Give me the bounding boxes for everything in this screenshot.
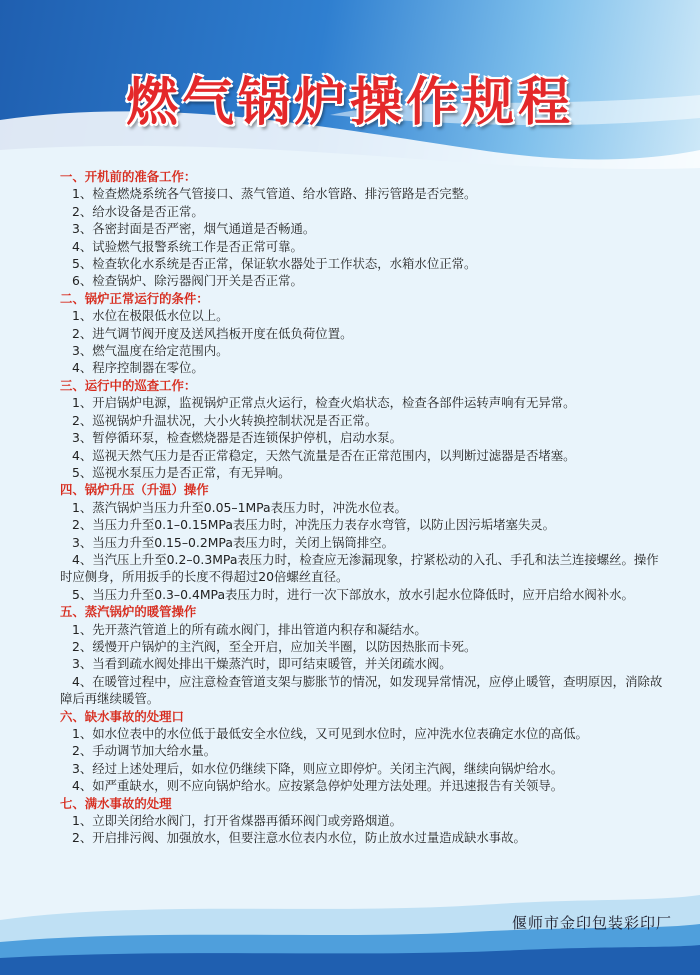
- footer-company: 偃师市金印包装彩印厂: [511, 914, 672, 932]
- section-3: [60, 377, 670, 481]
- list-item: 6、检查锅炉、除污器阀门开关是否正常。: [72, 273, 303, 289]
- procedure-content: [60, 168, 670, 847]
- list-item: 5、检查软化水系统是否正常，保证软水器处于工作状态，水箱水位正常。: [72, 256, 477, 272]
- list-item: 3、当压力升至0.15–0.2MPa表压力时，关闭上锅筒排空。: [72, 534, 394, 550]
- list-item: 2、缓慢开户锅炉的主汽阀，至全开启，应加关半圈，以防因热胀而卡死。: [72, 638, 477, 654]
- list-item: 1、立即关闭给水阀门，打开省煤器再循环阀门或旁路烟道。: [72, 813, 403, 829]
- section-heading: 三、运行中的巡查工作：: [60, 377, 197, 393]
- list-item: 1、水位在极限低水位以上。: [72, 308, 229, 324]
- section-heading: 七、满水事故的处理: [60, 795, 172, 811]
- list-item: 1、蒸汽锅炉当压力升至0.05–1MPa表压力时，冲洗水位表。: [72, 499, 407, 515]
- section-heading: 二、锅炉正常运行的条件：: [60, 290, 209, 306]
- page-title: 燃气锅炉操作规程: [125, 73, 574, 133]
- section-heading: 一、开机前的准备工作：: [60, 169, 197, 184]
- list-item: 2、进气调节阀开度及送风挡板开度在低负荷位置。: [72, 325, 353, 341]
- list-item: 2、开启排污阀、加强放水，但要注意水位表内水位，防止放水过量造成缺水事故。: [72, 830, 526, 846]
- section-1: [60, 168, 670, 290]
- list-item: 5、当压力升至0.3–0.4MPa表压力时，进行一次下部放水，放水引起水位降低时，应开启给水阀补水。: [72, 586, 634, 602]
- list-item: 3、当看到疏水阀处排出干燥蒸汽时，即可结束暖管，并关闭疏水阀。: [72, 656, 452, 672]
- section-5: [60, 603, 670, 707]
- section-7: [60, 795, 670, 847]
- list-item: 1、如水位表中的水位低于最低安全水位线，又可见到水位时，应冲洗水位表确定水位的高低。: [72, 726, 588, 741]
- list-item: 4、当汽压上升至0.2–0.3MPa表压力时，检查应无渗漏现象，拧紧松动的入孔、手孔和法兰连接螺丝。操作时应侧身，所用扳手的长度不得超过20倍螺丝直径。: [60, 551, 659, 585]
- list-item: 1、先开蒸汽管道上的所有疏水阀门，排出管道内积存和凝结水。: [72, 621, 427, 637]
- list-item: 3、经过上述处理后，如水位仍继续下降，则应立即停炉。关闭主汽阀，继续向锅炉给水。: [72, 760, 564, 776]
- section-heading: 四、锅炉升压（升温）操作: [60, 482, 209, 498]
- list-item: 2、手动调节加大给水量。: [72, 743, 217, 759]
- list-item: 1、开启锅炉电源，监视锅炉正常点火运行，检查火焰状态，检查各部件运转声响有无异常。: [72, 395, 576, 411]
- list-item: 3、燃气温度在给定范围内。: [72, 343, 229, 359]
- list-item: 2、给水设备是否正常。: [72, 203, 204, 219]
- list-item: 4、在暖管过程中，应注意检查管道支架与膨胀节的情况，如发现异常情况，应停止暖管，查明原因，消除故障后再继续暖管。: [60, 673, 663, 707]
- list-item: 4、试验燃气报警系统工作是否正常可靠。: [72, 238, 303, 254]
- list-item: 3、暂停循环泵，检查燃烧器是否连锁保护停机，启动水泵。: [72, 430, 403, 446]
- list-item: 1、检查燃烧系统各气管接口、蒸气管道、给水管路、排污管路是否完整。: [72, 186, 477, 202]
- list-item: 3、各密封面是否严密，烟气通道是否畅通。: [72, 221, 316, 237]
- section-2: [60, 290, 670, 377]
- list-item: 4、如严重缺水，则不应向锅炉给水。应按紧急停炉处理方法处理。并迅速报告有关领导。: [72, 778, 564, 794]
- section-4: [60, 481, 670, 603]
- section-heading: 五、蒸汽锅炉的暖管操作: [60, 604, 197, 620]
- list-item: 2、巡视锅炉升温状况，大小火转换控制状况是否正常。: [72, 412, 378, 428]
- section-6: [60, 708, 670, 795]
- list-item: 2、当压力升至0.1–0.15MPa表压力时，冲洗压力表存水弯管，以防止因污垢堵塞失灵。: [72, 517, 556, 533]
- section-heading: 六、缺水事故的处理口: [60, 708, 184, 724]
- list-item: 4、巡视天然气压力是否正常稳定，天然气流量是否在正常范围内，以判断过滤器是否堵塞。: [72, 447, 576, 463]
- list-item: 5、巡视水泵压力是否正常，有无异响。: [72, 464, 291, 480]
- list-item: 4、程序控制器在零位。: [72, 360, 204, 376]
